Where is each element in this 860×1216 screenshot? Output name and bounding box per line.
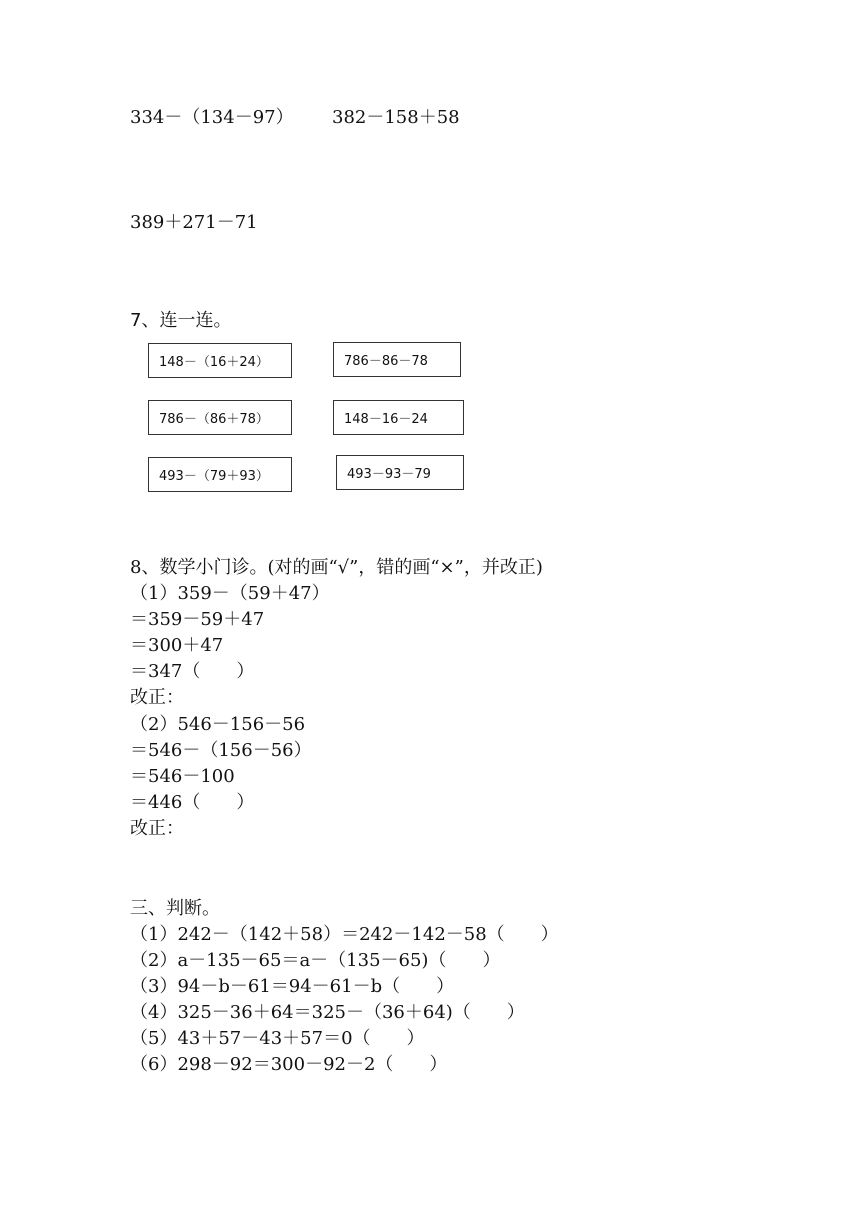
exercise-row1-a: 334－（134－97） [130, 107, 294, 128]
section8-line: ＝446（ ） [130, 792, 255, 813]
judgement-item-3: （3）94－b－61＝94－61－b（ ） [130, 976, 455, 997]
match-left-box-1[interactable]: 148－（16＋24） [148, 343, 292, 378]
judgement-item-5: （5）43＋57－43＋57＝0（ ） [130, 1028, 425, 1049]
match-right-box-1[interactable]: 786－86－78 [333, 342, 461, 377]
section8-correction-label: 改正： [130, 687, 184, 708]
section8-line: ＝300＋47 [130, 635, 224, 656]
section7-title: 7、连一连。 [130, 310, 232, 331]
judgement-item-4: （4）325－36＋64＝325－（36＋64)（ ） [130, 1002, 525, 1023]
exercise-row1-b: 382－158＋58 [332, 107, 460, 128]
section8-title: 8、数学小门诊。(对的画“√”，错的画“×”，并改正) [130, 557, 543, 578]
section8-line: ＝546－（156－56） [130, 740, 312, 761]
section8-line: ＝546－100 [130, 766, 235, 787]
match-left-box-3[interactable]: 493－（79＋93） [148, 457, 292, 492]
section8-line: （1）359－（59＋47） [130, 583, 330, 604]
section8-line: （2）546－156－56 [130, 714, 306, 735]
judgement-item-2: （2）a－135－65＝a－（135－65)（ ） [130, 950, 501, 971]
judgement-item-6: （6）298－92＝300－92－2（ ） [130, 1054, 448, 1075]
match-right-box-2[interactable]: 148－16－24 [333, 400, 464, 435]
match-left-box-2[interactable]: 786－（86＋78） [148, 400, 292, 435]
section3-title: 三、判断。 [130, 898, 220, 919]
section8-line: ＝347（ ） [130, 661, 255, 682]
exercise-row2: 389＋271－71 [130, 212, 258, 233]
judgement-item-1: （1）242－（142＋58）＝242－142－58（ ） [130, 924, 559, 945]
section8-line: ＝359－59＋47 [130, 609, 265, 630]
section8-correction-label: 改正： [130, 818, 184, 839]
match-right-box-3[interactable]: 493－93－79 [336, 455, 464, 490]
